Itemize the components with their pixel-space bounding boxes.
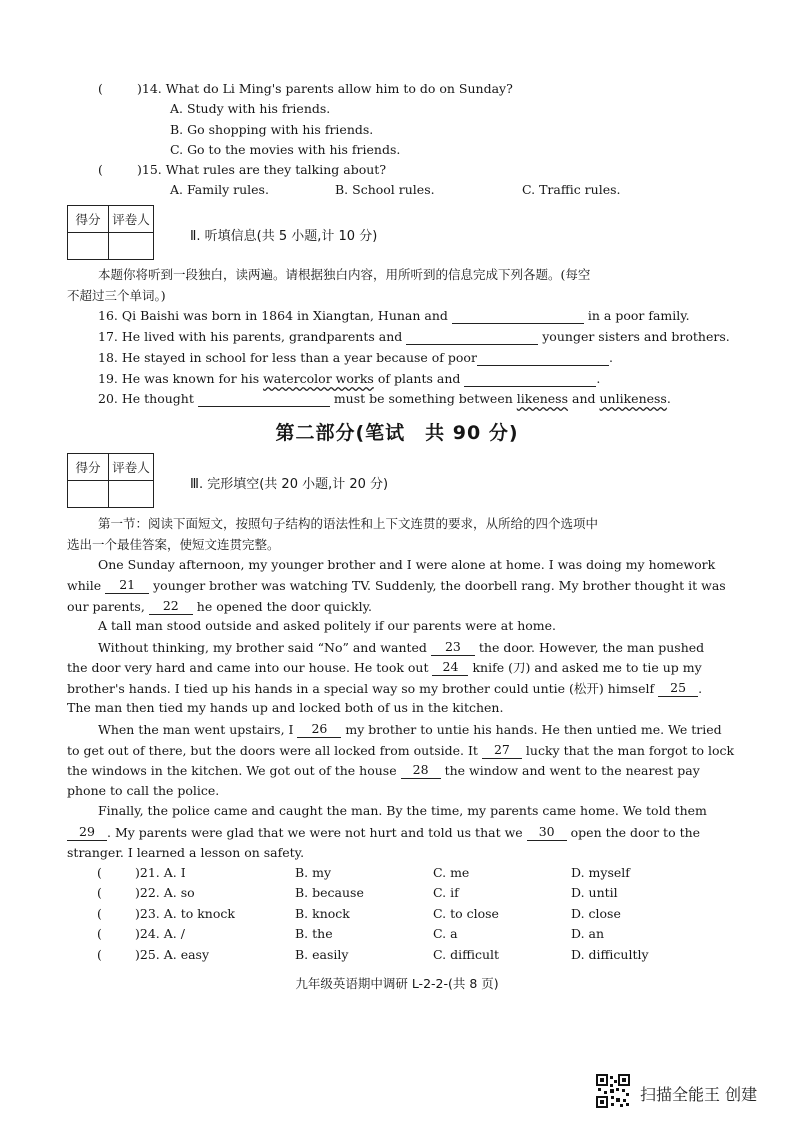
passage-text: . My parents were glad that we were not hurt and told us that we [107,825,523,840]
section-3-instruction-line-1: 第一节：阅读下面短文，按照句子结构的语法性和上下文连贯的要求，从所给的四个选项中 [98,516,599,531]
option-d[interactable]: D. an [571,926,605,941]
sentence-17-start: 17. He lived with his parents, grandparents and [98,329,403,344]
blank-22[interactable]: 22 [149,598,193,615]
q15-text: )15. What rules are they talking about? [137,162,387,177]
passage-line: One Sunday afternoon, my younger brother and I were alone at home. I was doing my homework [98,557,716,572]
passage-text: open the door to the [570,825,701,840]
section-2-instruction-line-2: 不超过三个单词。) [67,288,166,303]
option-a[interactable]: )22. A. so [135,885,195,900]
option-d[interactable]: D. close [571,906,621,921]
score-label: 得分 [68,454,109,481]
section-3-instruction-line-2: 选出一个最佳答案，使短文连贯完整。 [67,537,280,552]
blank-24[interactable]: 24 [432,659,468,676]
grader-label: 评卷人 [109,206,154,233]
passage-line: Finally, the police came and caught the man. By the time, my parents came home. We told them [98,803,707,818]
passage-text: . [698,681,703,696]
sentence-17 [98,329,730,345]
score-box-section-2 [67,205,154,260]
blank-27[interactable]: 27 [482,742,522,759]
blank-28[interactable]: 28 [401,762,441,779]
score-label: 得分 [68,206,109,233]
sentence-16-start: 16. Qi Baishi was born in 1864 in Xiangtan, Hunan and [98,308,448,323]
sentence-19-start: 19. He was known for his [98,371,260,386]
sentence-20-and: and [572,391,596,406]
passage-line: phone to call the police. [67,783,220,798]
watermark-text: 扫描全能王 创建 [640,1085,758,1104]
option-c[interactable]: C. a [433,926,458,941]
grader-cell[interactable] [109,481,154,508]
q15-option-b: B. School rules. [335,182,435,197]
passage-line [67,680,702,697]
option-d[interactable]: D. myself [571,865,630,880]
sentence-20-word-likeness: likeness [516,391,569,406]
option-c[interactable]: C. me [433,865,470,880]
passage-line [67,659,702,676]
option-c[interactable]: C. if [433,885,459,900]
q14-option-b: B. Go shopping with his friends. [170,122,374,137]
passage-line [67,824,700,841]
option-c[interactable]: C. difficult [433,947,500,962]
passage-text: younger brother was watching TV. Suddenly, the doorbell rang. My brother thought it was [153,578,726,593]
passage-line: A tall man stood outside and asked politely if our parents were at home. [98,618,556,633]
q14-option-c: C. Go to the movies with his friends. [170,142,401,157]
blank-19[interactable] [464,372,596,387]
option-b[interactable]: B. the [295,926,333,941]
option-b[interactable]: B. because [295,885,364,900]
option-paren: ( [97,906,102,921]
option-paren: ( [97,947,102,962]
sentence-16-end: in a poor family. [587,308,690,323]
passage-line [98,639,704,656]
section-2-instruction-line-1: 本题你将听到一段独白，读两遍。请根据独白内容，用所听到的信息完成下列各题。(每空 [98,267,591,282]
passage-text: to get out of there, but the doors were all locked from outside. It [67,743,478,758]
passage-text: brother's hands. I tied up his hands in a special way so my brother could untie (松开) himself [67,681,655,696]
passage-text: the window and went to the nearest pay [444,763,700,778]
passage-text: When the man went upstairs, I [98,722,294,737]
sentence-19-middle: of plants and [377,371,461,386]
option-a[interactable]: )24. A. / [135,926,185,941]
blank-17[interactable] [406,330,538,345]
blank-16[interactable] [452,309,584,324]
sentence-20-word-unlikeness: unlikeness [599,391,667,406]
passage-line [67,598,372,615]
qr-code-icon [596,1074,630,1108]
q14-option-a: A. Study with his friends. [170,101,331,116]
q15-option-c: C. Traffic rules. [522,182,621,197]
option-paren: ( [97,865,102,880]
blank-25[interactable]: 25 [658,680,698,697]
option-b[interactable]: B. knock [295,906,350,921]
score-box-section-3 [67,453,154,508]
passage-text: the door very hard and came into our house. He took out [67,660,429,675]
passage-text: the door. However, the man pushed [478,640,705,655]
passage-text: he opened the door quickly. [196,599,373,614]
passage-text: the windows in the kitchen. We got out of the house [67,763,397,778]
sentence-19-end: . [596,371,601,386]
blank-29[interactable]: 29 [67,824,107,841]
blank-21[interactable]: 21 [105,577,149,594]
sentence-18-start: 18. He stayed in school for less than a year because of poor [98,350,477,365]
sentence-17-end: younger sisters and brothers. [542,329,730,344]
sentence-19 [98,371,600,387]
sentence-18-end: . [608,350,613,365]
option-b[interactable]: B. my [295,865,332,880]
blank-18[interactable] [477,351,609,366]
passage-text: my brother to untie his hands. He then untied me. We tried [345,722,722,737]
score-cell[interactable] [68,481,109,508]
passage-line: stranger. I learned a lesson on safety. [67,845,305,860]
passage-text: Without thinking, my brother said “No” and wanted [98,640,427,655]
blank-20[interactable] [198,392,330,407]
sentence-20-middle: must be something between [333,391,513,406]
option-c[interactable]: C. to close [433,906,499,921]
passage-line [98,721,722,738]
passage-line: The man then tied my hands up and locked both of us in the kitchen. [67,700,504,715]
sentence-18 [98,350,613,366]
option-paren: ( [97,926,102,941]
passage-line [67,762,700,779]
option-a[interactable]: )25. A. easy [135,947,210,962]
blank-26[interactable]: 26 [297,721,341,738]
q15-paren: ( [98,162,103,177]
q15-option-a: A. Family rules. [170,182,269,197]
grader-label: 评卷人 [109,454,154,481]
option-a[interactable]: )23. A. to knock [135,906,235,921]
section-2-title: Ⅱ. 听填信息(共 5 小题,计 10 分) [190,229,378,244]
option-d[interactable]: D. difficultly [571,947,649,962]
q14-paren: ( [98,81,103,96]
passage-line [67,742,734,759]
sentence-16 [98,308,690,324]
passage-text: while [67,578,102,593]
option-b[interactable]: B. easily [295,947,349,962]
section-3-title: Ⅲ. 完形填空(共 20 小题,计 20 分) [190,477,389,492]
sentence-19-wavy-phrase: watercolor works [263,371,374,386]
passage-line [67,577,726,594]
score-cell[interactable] [68,233,109,260]
blank-23[interactable]: 23 [431,639,475,656]
grader-cell[interactable] [109,233,154,260]
passage-text: knife (刀) and asked me to tie up my [472,660,702,675]
blank-30[interactable]: 30 [527,824,567,841]
sentence-20-start: 20. He thought [98,391,194,406]
q14-text: )14. What do Li Ming's parents allow him to do on Sunday? [137,81,513,96]
sentence-20-end: . [666,391,671,406]
option-d[interactable]: D. until [571,885,618,900]
option-paren: ( [97,885,102,900]
page-footer: 九年级英语期中调研 L-2-2-(共 8 页) [295,976,499,991]
part-2-title: 第二部分(笔试 共 90 分) [275,422,519,444]
option-a[interactable]: )21. A. I [135,865,186,880]
sentence-20 [98,391,671,407]
passage-text: lucky that the man forgot to lock [525,743,735,758]
passage-text: our parents, [67,599,145,614]
